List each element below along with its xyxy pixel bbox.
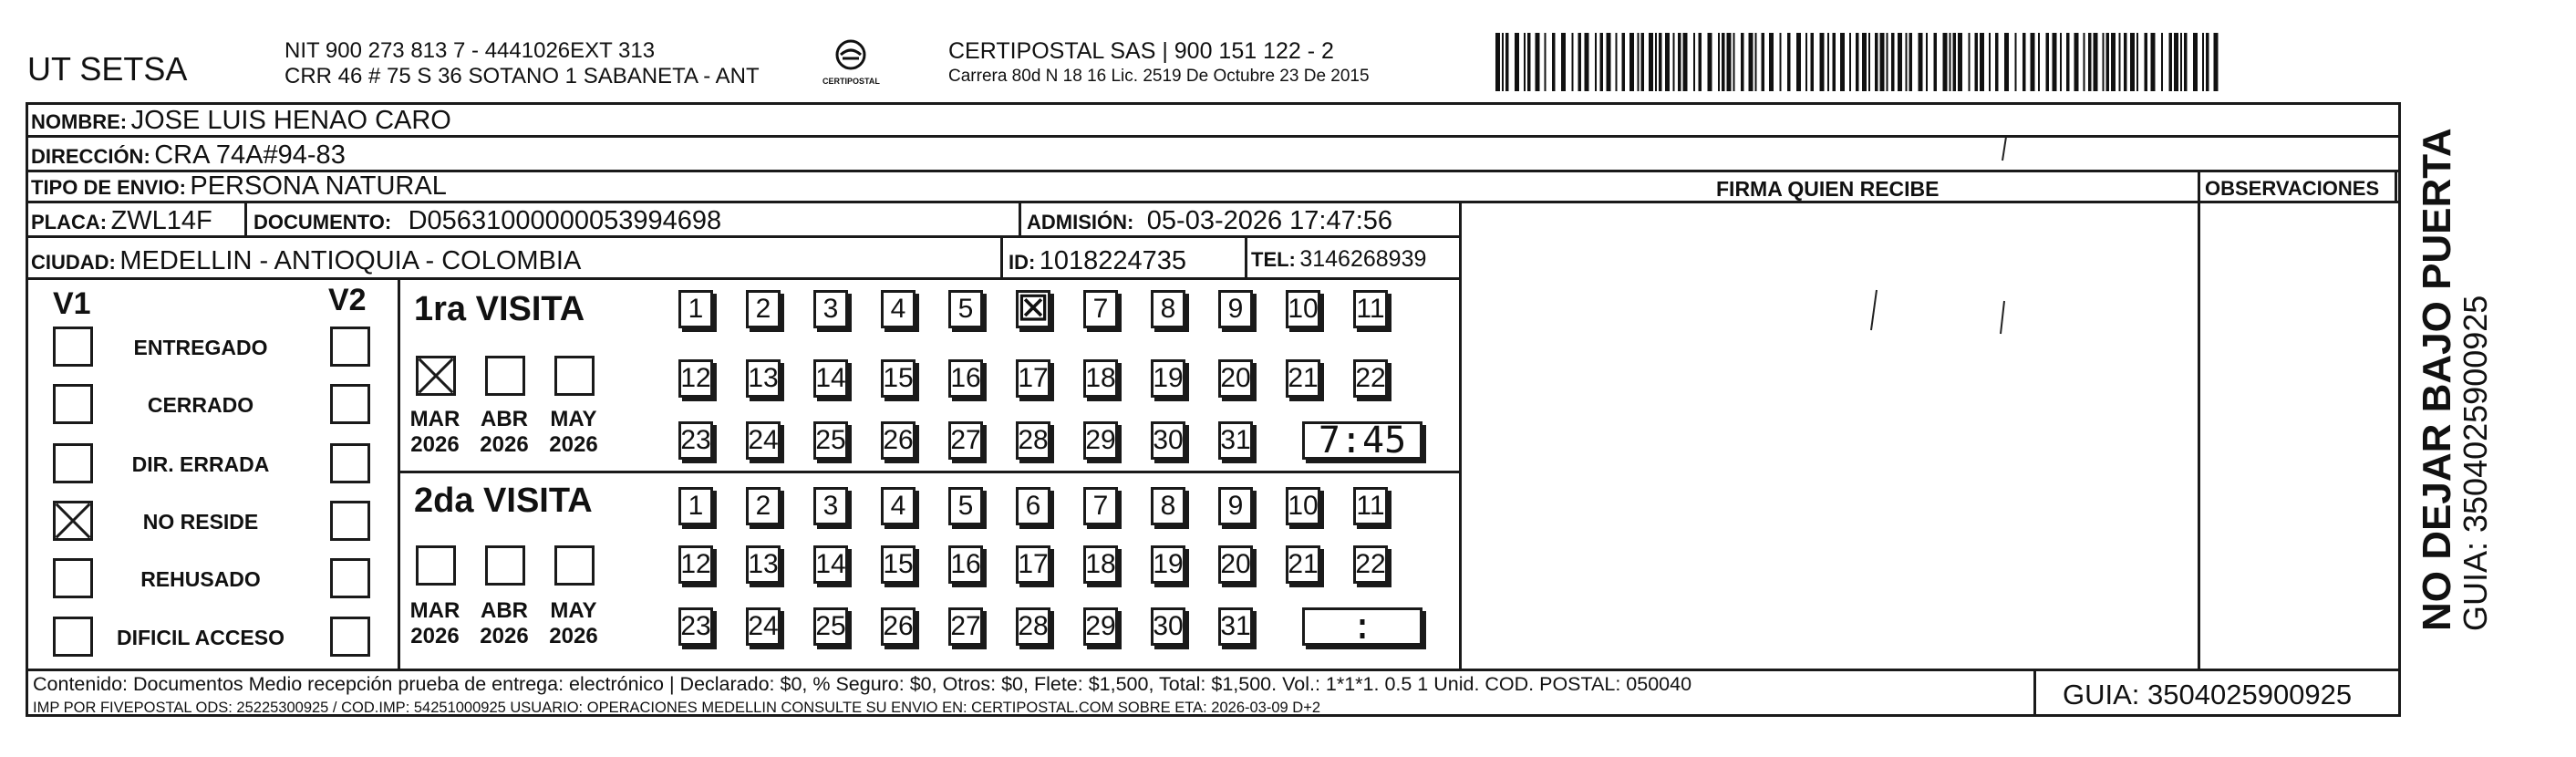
v2-checkbox[interactable] bbox=[330, 617, 370, 657]
first-visit-day-box[interactable]: 22 bbox=[1353, 359, 1388, 398]
first-visit-day-box[interactable]: 8 bbox=[1151, 290, 1185, 328]
admision-field bbox=[1027, 208, 1392, 234]
v2-checkbox[interactable] bbox=[330, 558, 370, 598]
second-visit-day-box[interactable]: 17 bbox=[1016, 545, 1050, 584]
second-visit-day-box[interactable]: 14 bbox=[813, 545, 848, 584]
footer-contenido: Contenido: Documentos Medio recepción prueba de entrega: electrónico | Declarado: $0, % Seguro: $0, Otros: $0, Flete: $1,500, Total: $1,500. Vol.: 1*1*1. 0.5 1 Unid. COD. POSTAL: 050040 bbox=[33, 673, 1692, 695]
v2-checkbox[interactable] bbox=[330, 327, 370, 367]
documento-label: DOCUMENTO: bbox=[253, 211, 392, 233]
second-visit-day-box[interactable]: 6 bbox=[1016, 487, 1050, 525]
first-visit-day-box[interactable]: 9 bbox=[1218, 290, 1253, 328]
first-visit-day-box[interactable]: 29 bbox=[1083, 421, 1118, 460]
side-warning: NO DEJAR BAJO PUERTA bbox=[2415, 128, 2459, 631]
second-visit-day-box[interactable]: 18 bbox=[1083, 545, 1118, 584]
direccion-label: DIRECCIÓN: bbox=[31, 145, 150, 168]
month-label bbox=[542, 407, 605, 457]
company-name: UT SETSA bbox=[27, 50, 188, 88]
first-visit-day-box[interactable]: 19 bbox=[1151, 359, 1185, 398]
v1-checkbox[interactable] bbox=[53, 558, 93, 598]
side-guia: GUIA: 3504025900925 bbox=[2457, 295, 2495, 631]
certipostal-line-1: CERTIPOSTAL SAS | 900 151 122 - 2 bbox=[948, 38, 1334, 64]
month-year: 2026 bbox=[410, 623, 460, 648]
second-visit-day-box[interactable]: 4 bbox=[881, 487, 916, 525]
id-label: ID: bbox=[1009, 251, 1036, 274]
first-visit-day-box[interactable]: 1 bbox=[678, 290, 713, 328]
second-visit-day-box[interactable]: 29 bbox=[1083, 607, 1118, 646]
v1-checkbox[interactable] bbox=[53, 443, 93, 483]
second-visit-day-box[interactable]: 20 bbox=[1218, 545, 1253, 584]
v2-checkbox[interactable] bbox=[330, 443, 370, 483]
second-visit-day-box[interactable]: 26 bbox=[881, 607, 916, 646]
v2-header: V2 bbox=[328, 283, 367, 317]
second-visit-day-box[interactable]: 28 bbox=[1016, 607, 1050, 646]
month-name: MAR bbox=[409, 598, 460, 623]
month-label bbox=[542, 598, 605, 648]
ciudad-field bbox=[31, 248, 581, 275]
first-visit-day-box[interactable]: 16 bbox=[948, 359, 983, 398]
tel-field bbox=[1251, 248, 1426, 271]
month-name: MAR bbox=[409, 407, 460, 431]
first-visit-day-box[interactable]: 23 bbox=[678, 421, 713, 460]
status-label: REHUSADO bbox=[140, 567, 261, 591]
nit-line-2: CRR 46 # 75 S 36 SOTANO 1 SABANETA - ANT bbox=[284, 64, 760, 88]
first-visit-day-box[interactable]: 18 bbox=[1083, 359, 1118, 398]
first-visit-day-box[interactable]: 17 bbox=[1016, 359, 1050, 398]
certipostal-logo-text: CERTIPOSTAL bbox=[822, 77, 880, 86]
v2-checkbox[interactable] bbox=[330, 384, 370, 424]
v1-checkbox[interactable] bbox=[53, 327, 93, 367]
second-visit-day-box[interactable]: 23 bbox=[678, 607, 713, 646]
first-visit-day-box[interactable]: 20 bbox=[1218, 359, 1253, 398]
status-label: DIR. ERRADA bbox=[131, 452, 270, 476]
first-visit-day-box[interactable]: 2 bbox=[746, 290, 781, 328]
certipostal-line-2: Carrera 80d N 18 16 Lic. 2519 De Octubre 23 De 2015 bbox=[948, 67, 1370, 86]
second-visit-day-box[interactable]: 30 bbox=[1151, 607, 1185, 646]
tipo-envio-label: TIPO DE ENVIO: bbox=[31, 176, 186, 199]
admision-label: ADMISIÓN: bbox=[1027, 211, 1134, 233]
first-visit-day-box[interactable]: ☒ bbox=[1017, 290, 1050, 328]
second-visit-day-box[interactable]: 9 bbox=[1218, 487, 1253, 525]
admision-value: 05-03-2026 17:47:56 bbox=[1146, 206, 1393, 235]
month-year: 2026 bbox=[410, 431, 460, 457]
footer-imp: IMP POR FIVEPOSTAL ODS: 25225300925 / COD.IMP: 54251000925 USUARIO: OPERACIONES MEDELLIN CONSULTE SU ENVIO EN: CERTIPOSTAL.COM SOBRE ETA: 2026-03-09 D+2 bbox=[33, 700, 1321, 716]
second-visit-day-box[interactable]: 13 bbox=[746, 545, 781, 584]
first-visit-day-box[interactable]: 3 bbox=[813, 290, 848, 328]
tipo-envio-field bbox=[31, 173, 447, 200]
second-visit-day-box[interactable]: 11 bbox=[1353, 487, 1388, 525]
footer-guia: GUIA: 3504025900925 bbox=[2063, 679, 2353, 710]
second-visit-day-box[interactable]: 25 bbox=[813, 607, 848, 646]
documento-field bbox=[253, 208, 721, 234]
first-visit-day-box[interactable]: 24 bbox=[746, 421, 781, 460]
ciudad-value: MEDELLIN - ANTIOQUIA - COLOMBIA bbox=[119, 246, 582, 275]
tipo-envio-value: PERSONA NATURAL bbox=[190, 171, 447, 201]
first-visit-day-box[interactable]: 30 bbox=[1151, 421, 1185, 460]
second-visit-day-box[interactable]: 22 bbox=[1353, 545, 1388, 584]
certipostal-logo bbox=[819, 36, 883, 93]
direccion-field bbox=[31, 142, 346, 169]
month-checkbox[interactable] bbox=[416, 545, 456, 586]
first-visit-day-box[interactable]: 13 bbox=[746, 359, 781, 398]
month-year: 2026 bbox=[549, 431, 598, 457]
second-visit-day-box[interactable]: 5 bbox=[948, 487, 983, 525]
second-visit-day-box[interactable]: 8 bbox=[1151, 487, 1185, 525]
month-year: 2026 bbox=[549, 623, 598, 648]
first-visit-day-box[interactable]: 4 bbox=[881, 290, 916, 328]
month-checkbox[interactable] bbox=[554, 356, 595, 396]
second-visit-time-box[interactable]: : bbox=[1302, 607, 1422, 646]
second-visit-day-box[interactable]: 24 bbox=[746, 607, 781, 646]
v2-checkbox[interactable] bbox=[330, 501, 370, 541]
month-name: MAY bbox=[550, 407, 597, 431]
first-visit-day-box[interactable]: 28 bbox=[1016, 421, 1050, 460]
firma-header: FIRMA QUIEN RECIBE bbox=[1716, 177, 1940, 201]
v1-checkbox[interactable] bbox=[53, 617, 93, 657]
first-visit-day-box[interactable]: 27 bbox=[948, 421, 983, 460]
second-visit-day-box[interactable]: 3 bbox=[813, 487, 848, 525]
id-field bbox=[1009, 248, 1186, 275]
month-name: MAY bbox=[550, 598, 597, 623]
documento-value: D05631000000053994698 bbox=[408, 206, 722, 235]
placa-label: PLACA: bbox=[31, 211, 108, 233]
first-visit-day-box[interactable]: 11 bbox=[1353, 290, 1388, 328]
first-visit-day-box[interactable]: 26 bbox=[881, 421, 916, 460]
nit-line-1: NIT 900 273 813 7 - 4441026EXT 313 bbox=[284, 38, 656, 63]
first-visit-day-box[interactable]: 10 bbox=[1286, 290, 1320, 328]
second-visit-day-box[interactable]: 27 bbox=[948, 607, 983, 646]
first-visit-day-box[interactable]: 12 bbox=[678, 359, 713, 398]
side-text bbox=[2416, 120, 2493, 631]
month-checkbox[interactable] bbox=[554, 545, 595, 586]
first-visit-day-box[interactable]: 7 bbox=[1083, 290, 1118, 328]
month-label bbox=[472, 407, 536, 457]
month-checkbox[interactable] bbox=[485, 545, 525, 586]
second-visit-day-box[interactable]: 10 bbox=[1286, 487, 1320, 525]
second-visit-title: 2da VISITA bbox=[414, 482, 593, 520]
month-label bbox=[403, 598, 467, 648]
observaciones-header: OBSERVACIONES bbox=[2205, 177, 2380, 200]
status-label: CERRADO bbox=[147, 393, 254, 417]
month-name: ABR bbox=[481, 407, 528, 431]
placa-value: ZWL14F bbox=[110, 206, 212, 235]
month-name: ABR bbox=[481, 598, 528, 623]
second-visit-day-box[interactable]: 15 bbox=[881, 545, 916, 584]
id-value: 1018224735 bbox=[1039, 246, 1187, 275]
v1-header: V1 bbox=[53, 286, 91, 321]
month-label bbox=[472, 598, 536, 648]
barcode bbox=[1495, 33, 2225, 95]
ciudad-label: CIUDAD: bbox=[31, 251, 116, 274]
first-visit-title: 1ra VISITA bbox=[414, 290, 585, 328]
second-visit-day-box[interactable]: 19 bbox=[1151, 545, 1185, 584]
second-visit-day-box[interactable]: 31 bbox=[1218, 607, 1253, 646]
month-year: 2026 bbox=[480, 623, 529, 648]
second-visit-day-box[interactable]: 2 bbox=[746, 487, 781, 525]
month-year: 2026 bbox=[480, 431, 529, 457]
second-visit-day-box[interactable]: 7 bbox=[1083, 487, 1118, 525]
direccion-value: CRA 74A#94-83 bbox=[154, 140, 346, 170]
first-visit-time-box[interactable]: 7:45 bbox=[1302, 421, 1422, 460]
tel-label: TEL: bbox=[1251, 248, 1296, 271]
first-visit-day-box[interactable]: 5 bbox=[948, 290, 983, 328]
month-checkbox[interactable] bbox=[416, 356, 456, 396]
status-label: NO RESIDE bbox=[142, 510, 259, 534]
nombre-field bbox=[31, 108, 451, 134]
second-visit-day-box[interactable]: 16 bbox=[948, 545, 983, 584]
first-visit-day-box[interactable]: 21 bbox=[1286, 359, 1320, 398]
nombre-label: NOMBRE: bbox=[31, 110, 128, 133]
second-visit-day-box[interactable]: 12 bbox=[678, 545, 713, 584]
pen-marks bbox=[1988, 128, 2024, 347]
month-label bbox=[403, 407, 467, 457]
second-visit-day-box[interactable]: 21 bbox=[1286, 545, 1320, 584]
pen-mark-firma bbox=[1860, 283, 1888, 337]
placa-field bbox=[31, 208, 212, 234]
tel-value: 3146268939 bbox=[1299, 246, 1427, 272]
first-visit-day-box[interactable]: 31 bbox=[1218, 421, 1253, 460]
status-label: DIFICIL ACCESO bbox=[116, 626, 284, 649]
first-visit-day-box[interactable]: 15 bbox=[881, 359, 916, 398]
v1-checkbox[interactable] bbox=[53, 384, 93, 424]
nombre-value: JOSE LUIS HENAO CARO bbox=[130, 106, 451, 135]
first-visit-day-box[interactable]: 25 bbox=[813, 421, 848, 460]
status-label: ENTREGADO bbox=[133, 336, 268, 359]
first-visit-day-box[interactable]: 14 bbox=[813, 359, 848, 398]
v1-checkbox[interactable] bbox=[53, 501, 93, 541]
month-checkbox[interactable] bbox=[485, 356, 525, 396]
second-visit-day-box[interactable]: 1 bbox=[678, 487, 713, 525]
